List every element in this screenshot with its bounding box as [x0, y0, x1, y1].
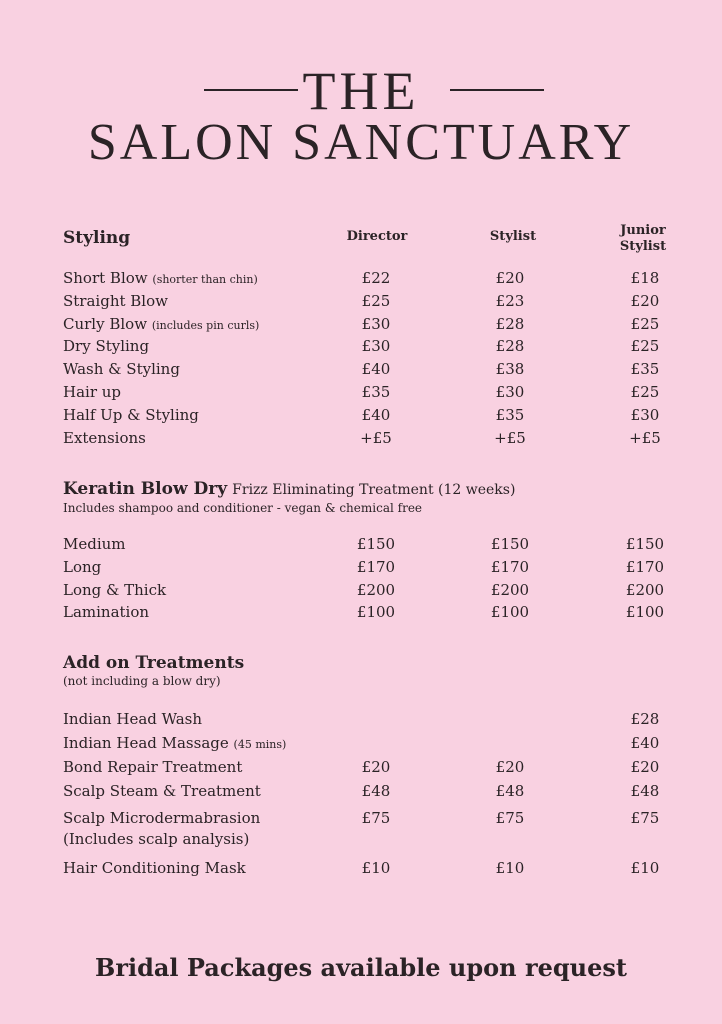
price-stylist: £23: [495, 291, 525, 310]
service-label: Half Up & Styling: [63, 405, 199, 424]
column-junior-line2: Stylist: [619, 239, 667, 254]
price-director: £40: [361, 360, 391, 379]
service-name: [63, 383, 121, 401]
price-row: [63, 782, 683, 804]
price-director: £10: [361, 859, 391, 877]
keratin-note: Includes shampoo and conditioner - vegan & chemical free: [63, 501, 423, 515]
service-label: Short Blow: [63, 269, 148, 287]
price-junior: £18: [630, 269, 660, 287]
price-stylist: £170: [490, 557, 530, 576]
service-label: Hair Conditioning Mask: [63, 859, 246, 877]
price-row: [63, 581, 683, 603]
price-director: £170: [356, 557, 396, 576]
price-row: [63, 292, 683, 314]
price-junior: £40: [630, 734, 660, 752]
price-director: £100: [356, 603, 396, 622]
service-name: [63, 782, 261, 800]
price-row: [63, 734, 683, 756]
price-junior: £28: [630, 710, 660, 728]
price-director: £150: [356, 535, 396, 553]
price-director: £35: [361, 383, 391, 401]
price-row: [63, 383, 683, 405]
price-stylist: £10: [495, 859, 525, 877]
price-junior: £35: [630, 360, 660, 379]
service-label: Wash & Styling: [63, 360, 180, 379]
service-note: (shorter than chin): [152, 273, 258, 286]
price-row: [63, 360, 683, 382]
price-director: £20: [361, 758, 391, 776]
price-junior: £10: [630, 859, 660, 877]
column-junior-line1: Junior: [620, 223, 666, 238]
service-label: Scalp Microdermabrasion: [63, 809, 261, 827]
price-row: [63, 269, 683, 291]
title-line-2: SALON SANCTUARY: [87, 114, 635, 171]
service-name: [63, 734, 286, 752]
price-junior: £75: [630, 809, 660, 827]
keratin-title: Keratin Blow Dry: [63, 479, 228, 499]
price-row: [63, 859, 683, 881]
price-director: +£5: [360, 428, 392, 447]
price-director: £48: [361, 782, 391, 800]
price-row: [63, 429, 683, 451]
service-note: (includes pin curls): [151, 318, 260, 332]
price-row: [63, 535, 683, 557]
price-stylist: £150: [490, 535, 530, 553]
service-name: [63, 558, 101, 576]
price-stylist: £75: [495, 809, 525, 827]
price-junior: £25: [630, 383, 660, 401]
price-row: [63, 603, 683, 625]
title-line-1: THE: [302, 61, 420, 121]
price-stylist: £28: [495, 314, 525, 333]
service-label: Dry Styling: [63, 337, 150, 356]
price-stylist: £200: [490, 580, 530, 599]
price-stylist: £30: [495, 383, 525, 401]
price-junior: £100: [625, 603, 665, 622]
price-junior: £200: [625, 580, 665, 599]
service-note-line2: (Includes scalp analysis): [63, 830, 250, 848]
service-name: [63, 535, 126, 553]
service-label: Straight Blow: [63, 291, 168, 310]
price-junior: £150: [625, 535, 665, 553]
service-label: Curly Blow: [63, 314, 148, 333]
service-name: [63, 809, 260, 848]
footer-bridal: Bridal Packages available upon request: [95, 953, 627, 982]
price-row: [63, 558, 683, 580]
price-stylist: £20: [495, 758, 525, 776]
service-name: [63, 406, 199, 424]
price-row: [63, 337, 683, 359]
service-label: Medium: [63, 535, 126, 553]
price-stylist: £48: [495, 782, 525, 800]
price-stylist: £100: [490, 603, 530, 622]
price-director: £200: [356, 580, 396, 599]
price-junior: +£5: [629, 428, 661, 447]
service-name: [63, 859, 246, 877]
addons-note: (not including a blow dry): [63, 674, 221, 688]
price-director: £75: [361, 809, 391, 827]
price-row: [63, 809, 683, 848]
price-stylist: £35: [495, 405, 525, 424]
header-rule-right: [450, 89, 544, 91]
price-director: £40: [361, 405, 391, 424]
service-name: [63, 360, 180, 378]
price-junior: £25: [630, 337, 660, 356]
service-name: [63, 581, 166, 599]
service-label: Hair up: [63, 383, 122, 401]
price-director: £30: [361, 337, 391, 356]
price-junior: £25: [630, 314, 660, 333]
price-junior: £30: [630, 405, 660, 424]
keratin-heading: [63, 479, 515, 499]
service-label: Indian Head Wash: [63, 710, 203, 728]
service-label: Long & Thick: [63, 580, 167, 599]
price-row: [63, 710, 683, 732]
service-label: Long: [63, 557, 102, 576]
price-director: £25: [361, 291, 391, 310]
service-label: Indian Head Massage: [63, 734, 229, 752]
column-junior-stylist: [603, 223, 683, 255]
service-label: Lamination: [63, 603, 150, 622]
service-name: [63, 292, 168, 310]
keratin-subtitle: Frizz Eliminating Treatment (12 weeks): [232, 482, 516, 498]
column-director: Director: [346, 229, 408, 244]
service-name: [63, 710, 202, 728]
price-stylist: £38: [495, 360, 525, 379]
price-director: £30: [361, 314, 391, 333]
price-junior: £20: [630, 291, 660, 310]
price-stylist: +£5: [494, 428, 526, 447]
service-name: [63, 315, 259, 333]
price-row: [63, 406, 683, 428]
service-name: [63, 429, 146, 447]
service-name: [63, 269, 258, 287]
price-stylist: £28: [495, 337, 525, 356]
styling-heading: Styling: [63, 228, 131, 248]
price-row: [63, 758, 683, 780]
service-label: Bond Repair Treatment: [63, 758, 243, 776]
service-name: [63, 337, 149, 355]
price-director: £22: [361, 269, 391, 287]
service-note: (45 mins): [233, 738, 287, 751]
price-junior: £48: [630, 782, 660, 800]
price-stylist: £20: [495, 269, 525, 287]
price-row: [63, 315, 683, 337]
service-label: Extensions: [63, 428, 146, 447]
price-junior: £170: [625, 557, 665, 576]
service-label: Scalp Steam & Treatment: [63, 782, 261, 800]
price-junior: £20: [630, 758, 660, 776]
column-stylist: Stylist: [489, 229, 537, 244]
service-name: [63, 758, 242, 776]
addons-heading: Add on Treatments: [63, 653, 245, 673]
service-name: [63, 603, 149, 621]
